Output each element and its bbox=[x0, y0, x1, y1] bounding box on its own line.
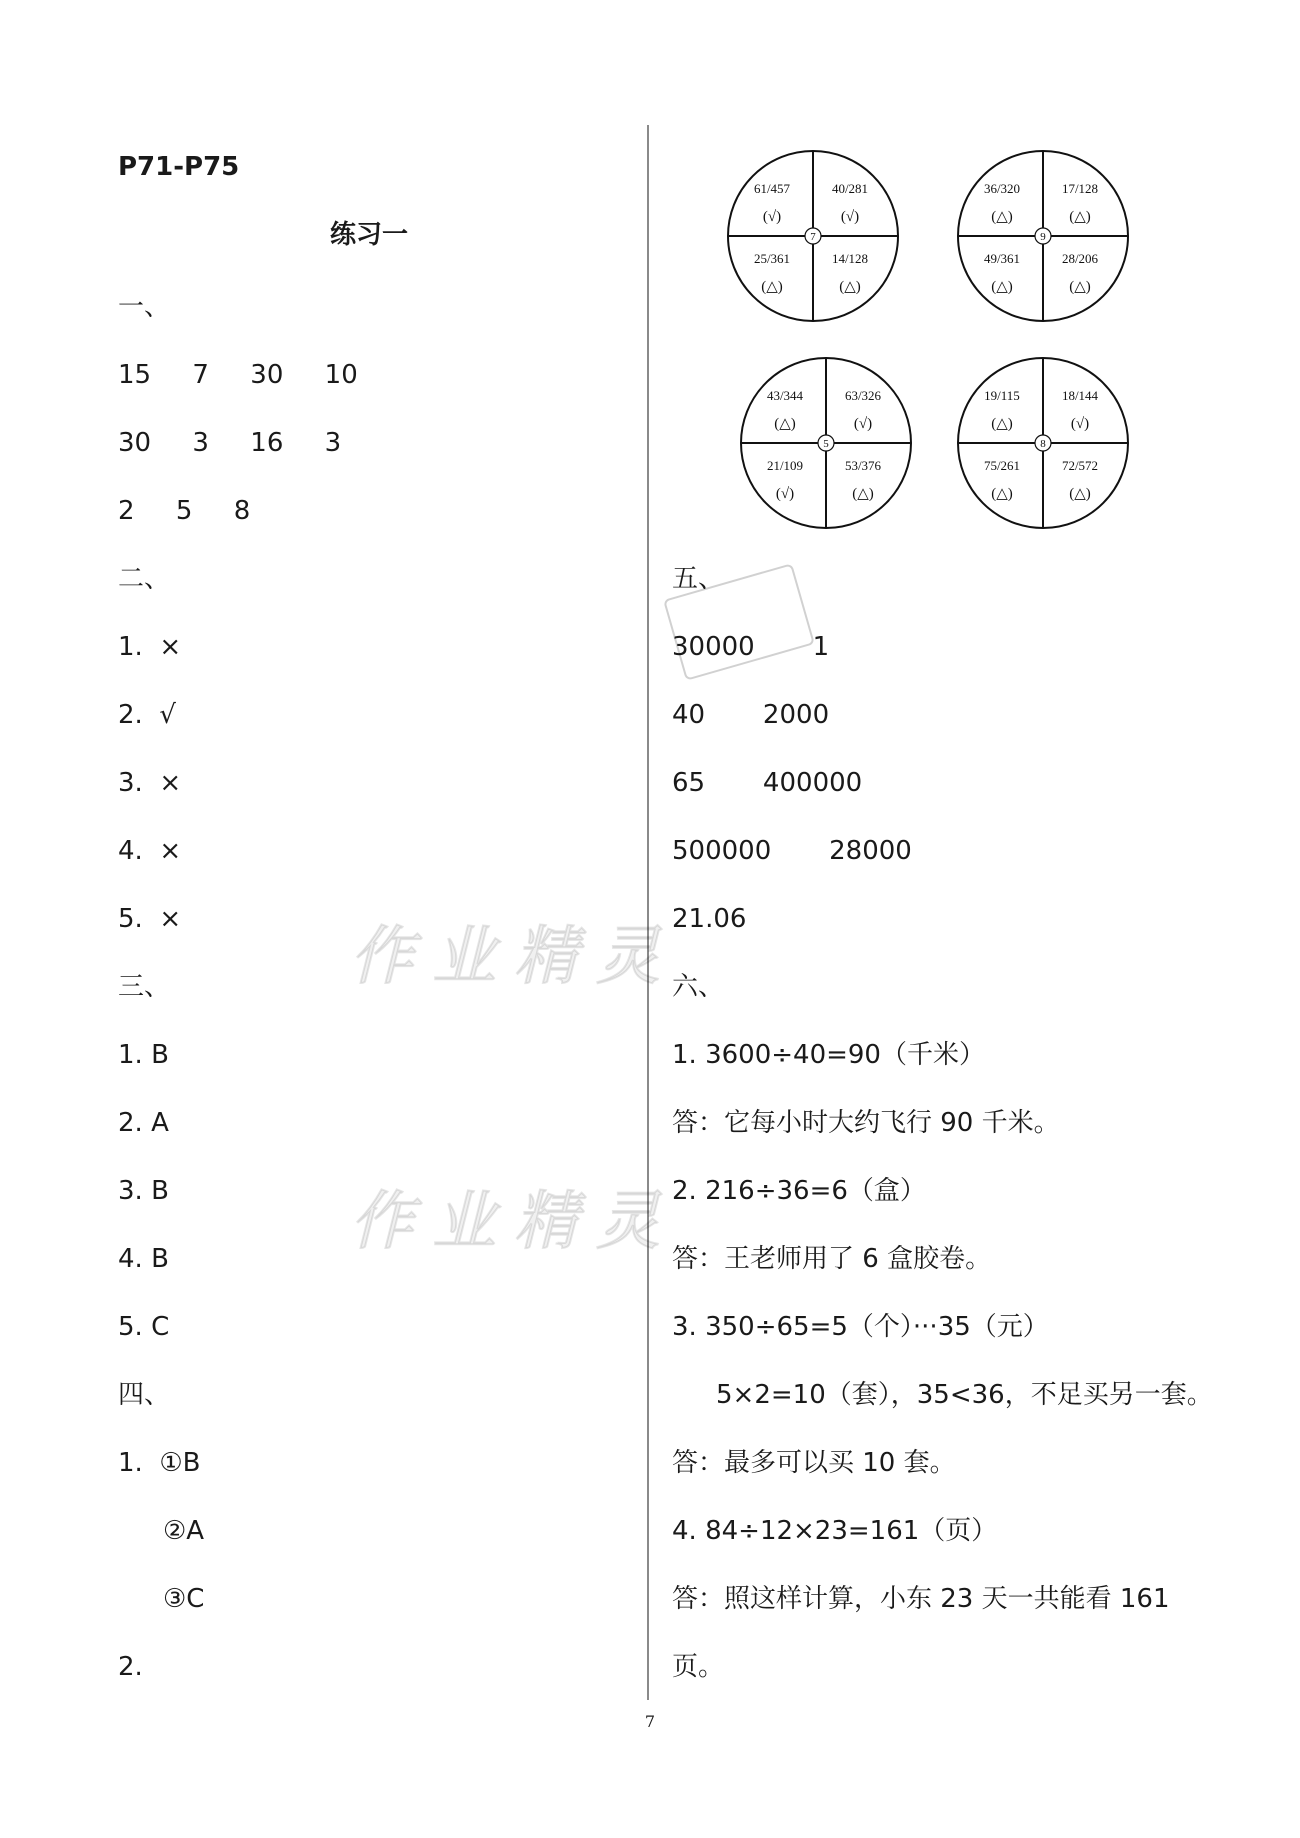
right-line: 21.06 bbox=[672, 904, 747, 934]
answer-mark: (√) bbox=[1070, 416, 1090, 432]
left-line: 2 5 8 bbox=[118, 496, 251, 526]
answer-mark: (△) bbox=[991, 279, 1013, 295]
exercise-title: 练习一 bbox=[330, 220, 409, 250]
left-line: 30 3 16 3 bbox=[118, 428, 342, 458]
division-expression: 72/572 bbox=[1061, 458, 1099, 473]
division-expression: 18/144 bbox=[1061, 388, 1099, 403]
division-expression: 14/128 bbox=[831, 251, 869, 266]
division-expression: 36/320 bbox=[983, 181, 1021, 196]
right-line: 2. 216÷36=6（盒） bbox=[672, 1176, 926, 1206]
left-line: 2. √ bbox=[118, 700, 176, 730]
left-line: 3. × bbox=[118, 768, 182, 798]
answer-mark: (√) bbox=[853, 416, 873, 432]
answer-mark: (△) bbox=[1069, 279, 1091, 295]
division-expression: 43/344 bbox=[766, 388, 804, 403]
right-line: 4. 84÷12×23=161（页） bbox=[672, 1516, 998, 1546]
answer-mark: (△) bbox=[852, 486, 874, 502]
left-line: 四、 bbox=[118, 1380, 171, 1410]
right-line: 答：它每小时大约飞行 90 千米。 bbox=[672, 1108, 1060, 1138]
division-expression: 63/326 bbox=[844, 388, 882, 403]
answer-mark: (△) bbox=[774, 416, 796, 432]
answer-mark: (√) bbox=[840, 209, 860, 225]
page-range-heading: P71-P75 bbox=[118, 152, 240, 182]
circle-center-number: 9 bbox=[1040, 231, 1046, 243]
left-line: 1. × bbox=[118, 632, 182, 662]
left-line: 2. A bbox=[118, 1108, 169, 1138]
page-number: 7 bbox=[644, 1712, 656, 1731]
left-line: 4. × bbox=[118, 836, 182, 866]
division-circle bbox=[738, 355, 914, 535]
left-line: 1. ①B bbox=[118, 1448, 201, 1478]
right-line: 30000 1 bbox=[672, 632, 830, 662]
right-line: 500000 28000 bbox=[672, 836, 912, 866]
watermark: 作业精灵 bbox=[350, 1185, 678, 1259]
answer-mark: (△) bbox=[839, 279, 861, 295]
circle-center-number: 5 bbox=[823, 438, 829, 450]
circle-center-number: 8 bbox=[1040, 438, 1046, 450]
right-line: 3. 350÷65=5（个）···35（元） bbox=[672, 1312, 1049, 1342]
left-line: 3. B bbox=[118, 1176, 169, 1206]
left-line: 5. × bbox=[118, 904, 182, 934]
right-line: 五、 bbox=[672, 564, 725, 594]
left-line: 三、 bbox=[118, 972, 171, 1002]
right-line: 65 400000 bbox=[672, 768, 863, 798]
right-line: 答：王老师用了 6 盒胶卷。 bbox=[672, 1244, 992, 1274]
division-expression: 17/128 bbox=[1061, 181, 1099, 196]
answer-mark: (√) bbox=[762, 209, 782, 225]
division-expression: 61/457 bbox=[753, 181, 791, 196]
answer-mark: (△) bbox=[1069, 486, 1091, 502]
division-expression: 75/261 bbox=[983, 458, 1021, 473]
answer-mark: (√) bbox=[775, 486, 795, 502]
right-line: 答：最多可以买 10 套。 bbox=[672, 1448, 956, 1478]
division-expression: 21/109 bbox=[766, 458, 804, 473]
division-expression: 25/361 bbox=[753, 251, 791, 266]
division-expression: 53/376 bbox=[844, 458, 882, 473]
division-expression: 49/361 bbox=[983, 251, 1021, 266]
left-line: 4. B bbox=[118, 1244, 169, 1274]
left-line: 5. C bbox=[118, 1312, 170, 1342]
division-expression: 28/206 bbox=[1061, 251, 1099, 266]
answer-mark: (△) bbox=[991, 209, 1013, 225]
left-line: ③C bbox=[163, 1584, 205, 1614]
watermark: 作业精灵 bbox=[350, 920, 678, 994]
division-expression: 19/115 bbox=[984, 388, 1020, 403]
circle-center-number: 7 bbox=[810, 231, 816, 243]
answer-mark: (△) bbox=[991, 416, 1013, 432]
division-circle bbox=[955, 148, 1131, 328]
division-circle bbox=[725, 148, 901, 328]
answer-mark: (△) bbox=[991, 486, 1013, 502]
right-line: 六、 bbox=[672, 972, 725, 1002]
division-circle bbox=[955, 355, 1131, 535]
left-line: ②A bbox=[163, 1516, 205, 1546]
division-expression: 40/281 bbox=[831, 181, 869, 196]
right-line: 40 2000 bbox=[672, 700, 830, 730]
left-line: 1. B bbox=[118, 1040, 169, 1070]
left-line: 二、 bbox=[118, 564, 171, 594]
right-line: 答：照这样计算，小东 23 天一共能看 161 bbox=[672, 1584, 1170, 1614]
left-line: 2. bbox=[118, 1652, 143, 1682]
answer-mark: (△) bbox=[1069, 209, 1091, 225]
right-line: 1. 3600÷40=90（千米） bbox=[672, 1040, 985, 1070]
left-line: 15 7 30 10 bbox=[118, 360, 358, 390]
answer-mark: (△) bbox=[761, 279, 783, 295]
right-line: 页。 bbox=[672, 1652, 725, 1682]
left-line: 一、 bbox=[118, 292, 171, 322]
right-line: 5×2=10（套），35<36，不足买另一套。 bbox=[716, 1380, 1213, 1410]
